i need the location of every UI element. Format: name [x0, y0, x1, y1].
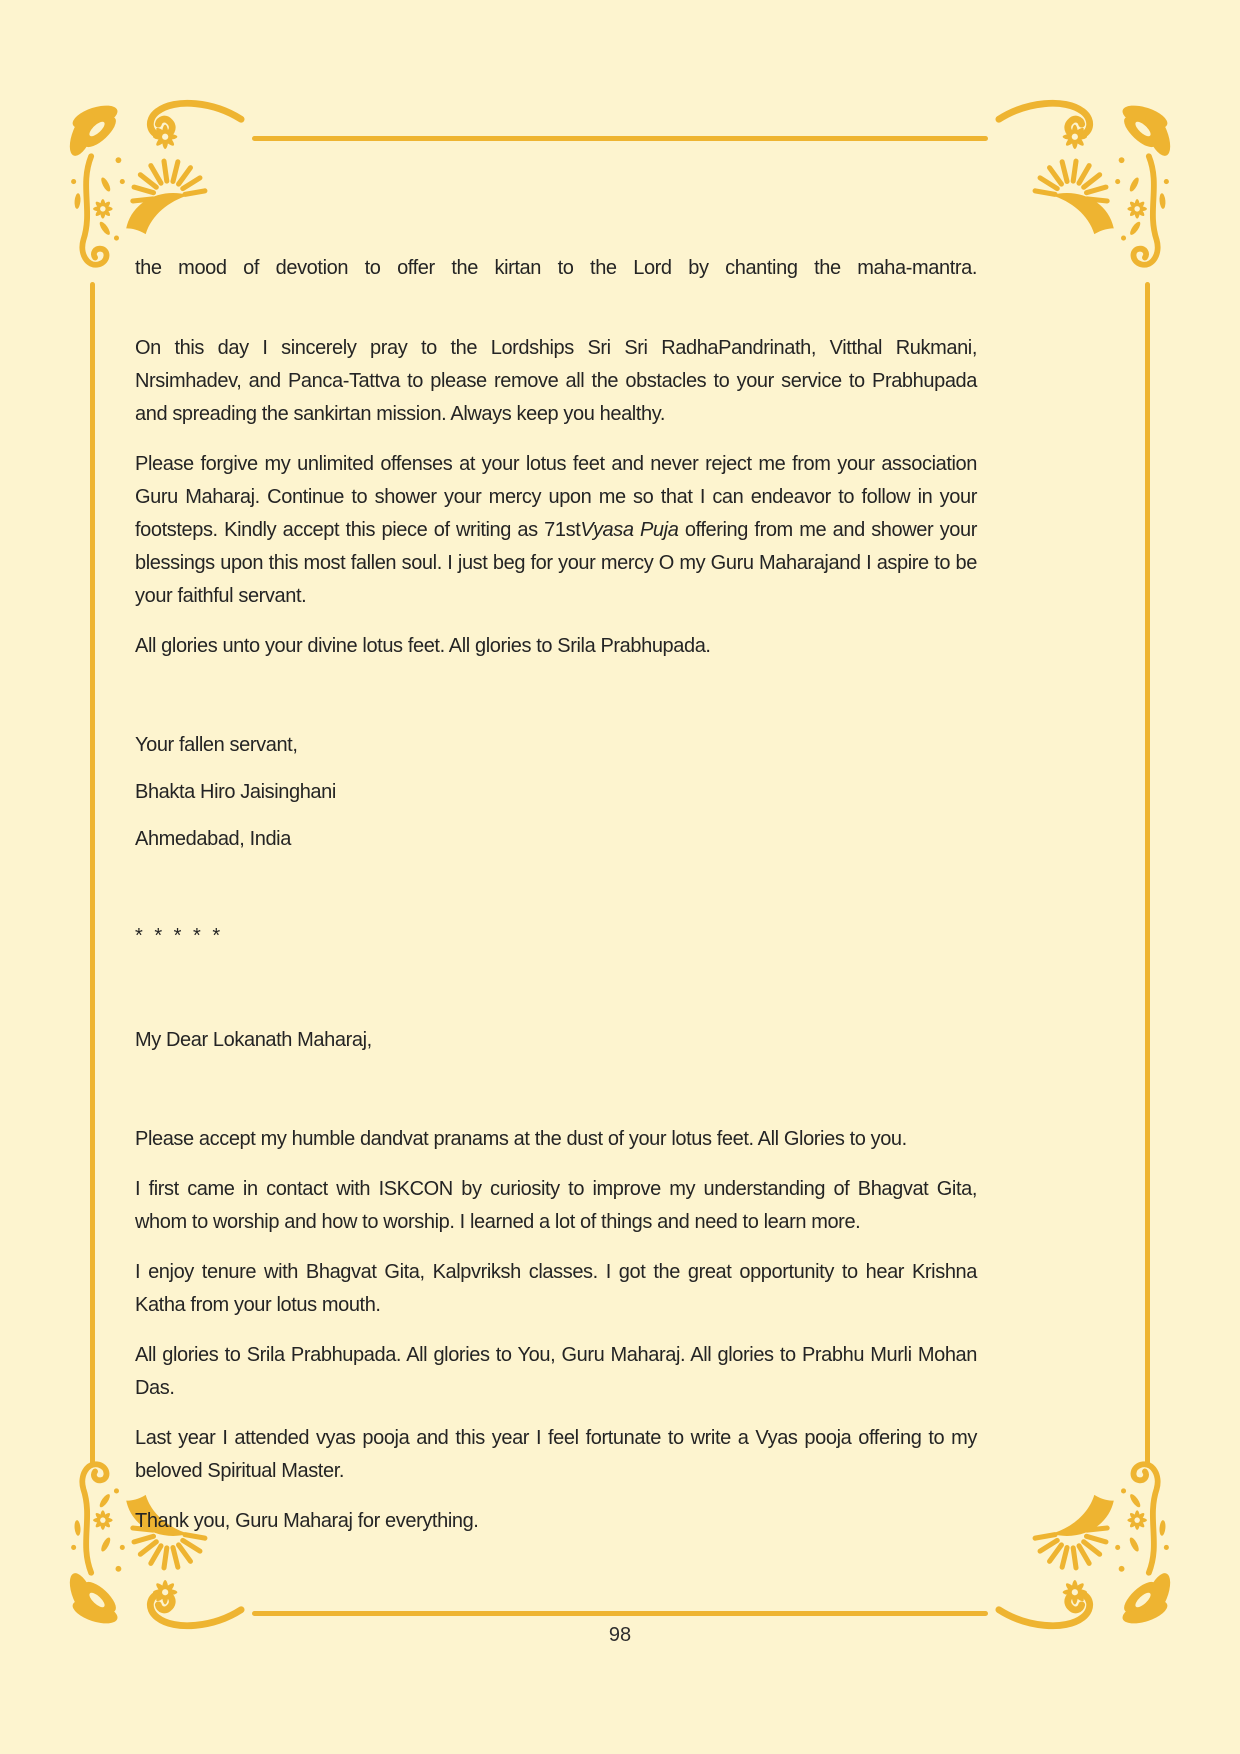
paragraph-pray: On this day I sincerely pray to the Lordships Sri Sri RadhaPandrinath, Vitthal Rukmani, Nrsimhadev, and Panca-Tattva to please remove all the obstacles to your service to Prabhupada and spreading the sankirtan mission. Always keep you healthy.: [135, 337, 977, 425]
paragraph-kirtan-closing: the mood of devotion to offer the kirtan to the Lord by chanting the maha-mantra.: [135, 257, 977, 279]
paragraph-forgive-text-continued: offering from me and shower your blessings upon this most fallen soul. I just beg for your mercy O my Guru Maharajand I aspire to be your faithful servant.: [135, 519, 977, 607]
frame-border-left: [90, 282, 95, 1467]
paragraph-forgive-text: Please forgive my unlimited offenses at your lotus feet and never reject me from your association Guru Maharaj. Continue to shower your mercy upon me so that I can endeavor to follow in your footsteps. Kindly accept this piece of writing as 71st: [135, 453, 977, 541]
section-separator: * * * * *: [135, 925, 224, 947]
floral-corner-icon-top-left: [60, 92, 245, 277]
paragraph-thank-you: Thank you, Guru Maharaj for everything.: [135, 1510, 479, 1532]
page-number: 98: [608, 1624, 632, 1646]
frame-border-bottom: [252, 1611, 988, 1616]
paragraph-glories-prabhupada: All glories to Srila Prabhupada. All glories to You, Guru Maharaj. All glories to Prabhu Murli Mohan Das.: [135, 1344, 977, 1399]
paragraph-pranams: Please accept my humble dandvat pranams at the dust of your lotus feet. All Glories to you.: [135, 1128, 907, 1150]
paragraph-first-contact: I first came in contact with ISKCON by curiosity to improve my understanding of Bhagvat Gita, whom to worship and how to worship. I learned a lot of things and need to learn more.: [135, 1178, 977, 1233]
paragraph-last-year: Last year I attended vyas pooja and this year I feel fortunate to write a Vyas pooja offering to my beloved Spiritual Master.: [135, 1427, 977, 1482]
floral-corner-icon-bottom-right: [995, 1452, 1180, 1637]
signature-place: Ahmedabad, India: [135, 828, 291, 850]
paragraph-all-glories: All glories unto your divine lotus feet. All glories to Srila Prabhupada.: [135, 635, 711, 657]
page-content: [135, 252, 977, 1555]
floral-corner-icon-top-right: [995, 92, 1180, 277]
signature-name: Bhakta Hiro Jaisinghani: [135, 781, 336, 803]
signature-closing: Your fallen servant,: [135, 734, 298, 756]
paragraph-enjoy-tenure: I enjoy tenure with Bhagvat Gita, Kalpvriksh classes. I got the great opportunity to hear Krishna Katha from your lotus mouth.: [135, 1261, 977, 1316]
paragraph-forgive: [135, 448, 977, 613]
frame-border-right: [1145, 282, 1150, 1467]
salutation-lokanath: My Dear Lokanath Maharaj,: [135, 1029, 372, 1051]
vyasa-puja-italic: Vyasa Puja: [580, 519, 679, 541]
frame-border-top: [252, 136, 988, 141]
